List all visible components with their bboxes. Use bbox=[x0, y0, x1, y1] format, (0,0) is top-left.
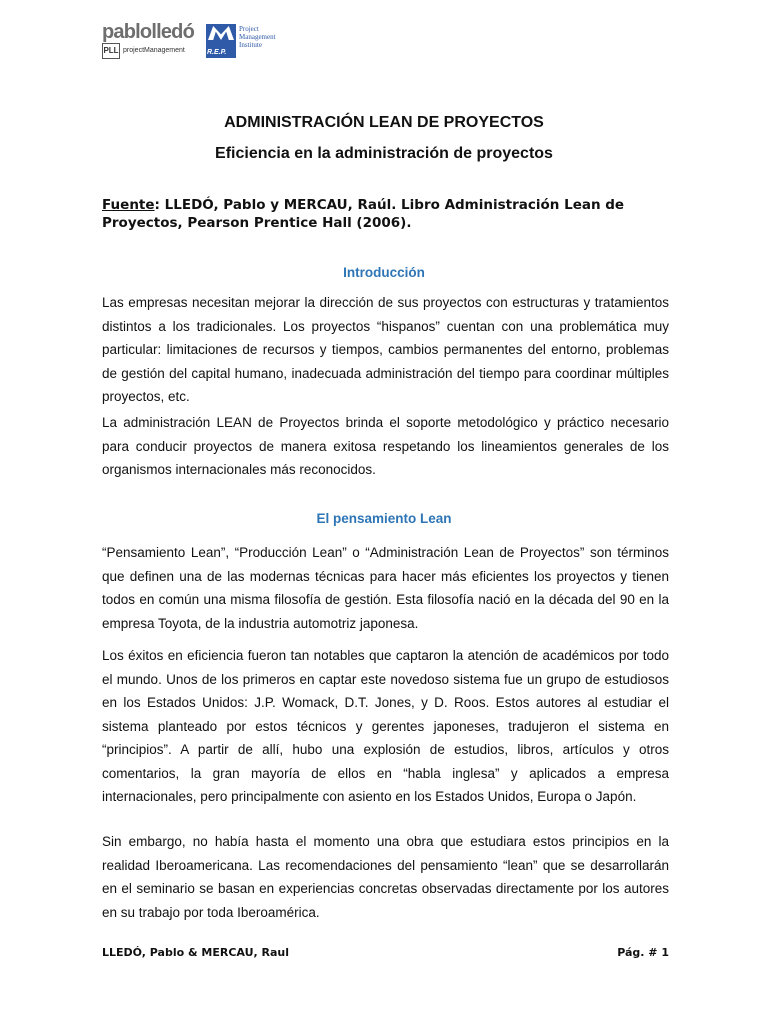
document-title: ADMINISTRACIÓN LEAN DE PROYECTOS bbox=[224, 114, 544, 131]
section-heading-introduccion: Introducción bbox=[343, 265, 425, 280]
source-label: Fuente bbox=[102, 197, 155, 213]
pablolledo-logo bbox=[102, 22, 198, 60]
pmi-logo bbox=[206, 24, 311, 58]
paragraph: Los éxitos en eficiencia fueron tan notables que captaron la atención de académicos por todo el mundo. Unos de los primeros en captar este novedoso sistema fue un grupo de estudiosos en los Estados Unidos: J.P. Womack, D.T. Jones, y D. Roos. Estos autores al estudiar el sistema planteado por estos técnicos y gerentes japoneses, tradujeron el sistema en “principios”. A partir de allí, hubo una explosión de estudios, libros, artículos y otros comentarios, la gran mayoría de ellos en “habla inglesa” y aplicados a empresa internacionales, pero principalmente con asiento en los Estados Unidos, Europa o Japón. bbox=[102, 648, 669, 804]
pmi-mark-icon bbox=[206, 24, 236, 58]
document-subtitle: Eficiencia en la administración de proyectos bbox=[215, 145, 553, 162]
source-text: : LLEDÓ, Pablo y MERCAU, Raúl. Libro Administración Lean de Proyectos, Pearson Prentice Hall (2006). bbox=[102, 197, 625, 231]
pmi-rep-label: R.E.P. bbox=[207, 49, 227, 56]
logo-subtext: projectManagement bbox=[123, 47, 185, 54]
paragraph: Sin embargo, no había hasta el momento una obra que estudiara estos principios en la realidad Iberoamericana. Las recomendaciones del pensamiento “lean” que se desarrollarán en el seminario se basan en experiencias concretas observadas directamente por los autores en su trabajo por toda Iberoamérica. bbox=[102, 834, 669, 920]
pmi-line: Management bbox=[239, 33, 276, 41]
logo-wordmark: pablolledó bbox=[102, 21, 195, 43]
pmi-line: Project bbox=[239, 25, 259, 33]
source-citation bbox=[102, 196, 662, 232]
section-heading-pensamiento-lean: El pensamiento Lean bbox=[316, 511, 452, 526]
paragraph: Las empresas necesitan mejorar la dirección de sus proyectos con estructuras y tratamientos distintos a los tradicionales. Los proyectos “hispanos” cuentan con una problemática muy particular: limitaciones de recursos y tiempos, cambios permanentes del entorno, problemas de gestión del capital humano, inadecuada administración del tiempo para coordinar múltiples proyectos, etc. bbox=[102, 295, 669, 404]
logo-badge: PLL bbox=[102, 43, 120, 59]
footer-page-number: Pág. # 1 bbox=[617, 946, 669, 959]
footer-authors: LLEDÓ, Pablo & MERCAU, Raul bbox=[102, 946, 290, 959]
pmi-wordmark bbox=[239, 25, 311, 49]
paragraph: La administración LEAN de Proyectos brinda el soporte metodológico y práctico necesario para conducir proyectos de manera exitosa respetando los lineamientos generales de los organismos internacionales más reconocidos. bbox=[102, 415, 669, 477]
paragraph: “Pensamiento Lean”, “Producción Lean” o “Administración Lean de Proyectos” son términos que definen una de las modernas técnicas para hacer más eficientes los proyectos y tienen todos en común una misma filosofía de gestión. Esta filosofía nació en la década del 90 en la empresa Toyota, de la industria automotriz japonesa. bbox=[102, 545, 669, 631]
pmi-line: Institute bbox=[239, 41, 262, 49]
header-logos bbox=[102, 22, 311, 62]
